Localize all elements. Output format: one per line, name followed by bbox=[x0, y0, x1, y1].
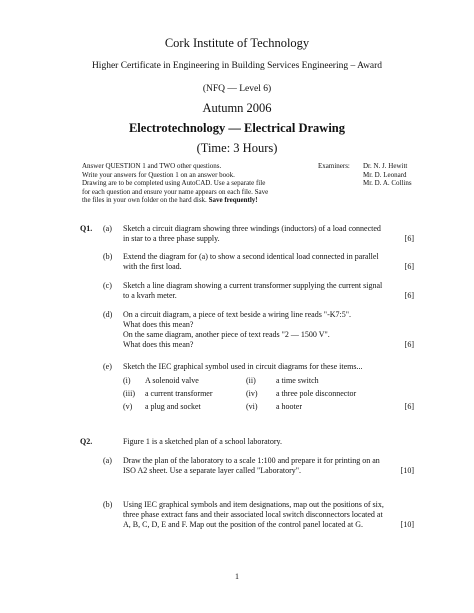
q1-part-d-mark: [6] bbox=[404, 340, 414, 349]
q1-part-e-label: (e) bbox=[103, 362, 112, 371]
q2-part-a-mark: [10] bbox=[400, 466, 414, 475]
symbol-item-text: a current transformer bbox=[145, 389, 213, 398]
q2-intro: Figure 1 is a sketched plan of a school laboratory. bbox=[123, 437, 282, 446]
q1-part-d-text: On a circuit diagram, a piece of text beside a wiring line reads "-K7:5". What does this mean? On the same diagram, another piece of text reads "2 — 1500 V". What does this mean? bbox=[123, 310, 352, 349]
q1-part-b-mark: [6] bbox=[404, 262, 414, 271]
q2-part-b-text: Using IEC graphical symbols and item designations, map out the positions of six, three phase extract fans and their associated local switch disconnectors located at A, B, C, D, E and F. Map out the position of the control panel located at G. bbox=[123, 500, 384, 529]
q2-part-a-label: (a) bbox=[103, 456, 112, 465]
q1-part-d-label: (d) bbox=[103, 310, 113, 319]
q1-part-a-text: Sketch a circuit diagram showing three windings (inductors) of a load connected in star to a three phase supply. bbox=[123, 224, 381, 243]
question-1-number: Q1. bbox=[80, 224, 93, 233]
examiner-name: Mr. D. A. Collins bbox=[363, 179, 412, 188]
symbol-item-num: (iii) bbox=[123, 389, 135, 398]
symbol-item-text: a three pole disconnector bbox=[276, 389, 357, 398]
page-number: 1 bbox=[235, 572, 239, 581]
session-label: Autumn 2006 bbox=[202, 101, 272, 115]
level-label: (NFQ — Level 6) bbox=[202, 84, 272, 94]
question-2-number: Q2. bbox=[80, 437, 93, 446]
q1-part-c-mark: [6] bbox=[404, 291, 414, 300]
examiner-name: Mr. D. Leonard bbox=[363, 170, 407, 179]
q1-part-c-text: Sketch a line diagram showing a current transformer supplying the current signal to a kvarh meter. bbox=[123, 281, 383, 300]
q2-part-a-text: Draw the plan of the laboratory to a scale 1:100 and prepare it for printing on an ISO A2 sheet. Use a separate layer called "Laboratory". bbox=[123, 456, 380, 475]
q1-part-e-mark: [6] bbox=[404, 402, 414, 411]
symbol-item-num: (ii) bbox=[246, 376, 256, 385]
q1-part-e-intro: Sketch the IEC graphical symbol used in circuit diagrams for these items... bbox=[123, 362, 363, 371]
symbol-item-num: (v) bbox=[123, 402, 133, 411]
save-note: Save frequently! bbox=[208, 196, 258, 205]
instruction-line: Write your answers for Question 1 on an answer book. bbox=[82, 170, 235, 179]
instruction-line: Drawing are to be completed using AutoCAD. Use a separate file bbox=[82, 179, 266, 188]
examiners-label: Examiners: bbox=[318, 162, 350, 170]
symbol-item-num: (i) bbox=[123, 376, 131, 385]
q1-part-c-label: (c) bbox=[103, 281, 112, 290]
symbol-item-text: a hooter bbox=[276, 402, 302, 411]
instruction-line: the files in your own folder on the hard disk. Save frequently! bbox=[82, 196, 258, 205]
q2-part-b-mark: [10] bbox=[400, 520, 414, 529]
symbol-item-text: a time switch bbox=[276, 376, 319, 385]
subject-title: Electrotechnology — Electrical Drawing bbox=[128, 121, 346, 135]
q2-part-b-label: (b) bbox=[103, 500, 113, 509]
symbol-item-num: (vi) bbox=[246, 402, 258, 411]
course-title: Higher Certificate in Engineering in Building Services Engineering – Award bbox=[91, 61, 383, 71]
q1-part-a-label: (a) bbox=[103, 224, 112, 233]
time-label: (Time: 3 Hours) bbox=[196, 141, 278, 155]
q1-part-b-text: Extend the diagram for (a) to show a second identical load connected in parallel with the first load. bbox=[123, 252, 379, 271]
q1-part-b-label: (b) bbox=[103, 252, 113, 261]
institute-title: Cork Institute of Technology bbox=[164, 36, 310, 50]
instruction-line: for each question and ensure your name appears on each file. Save bbox=[82, 187, 269, 196]
symbol-item-text: a plug and socket bbox=[145, 402, 201, 411]
examiner-name: Dr. N. J. Hewitt bbox=[363, 162, 408, 170]
instructions bbox=[82, 162, 268, 205]
symbol-item-num: (iv) bbox=[246, 389, 258, 398]
symbol-item-text: A solenoid valve bbox=[145, 376, 199, 385]
instruction-line: Answer QUESTION 1 and TWO other questions. bbox=[82, 162, 222, 170]
examiners-list bbox=[363, 162, 412, 188]
q1-part-a-mark: [6] bbox=[404, 234, 414, 243]
